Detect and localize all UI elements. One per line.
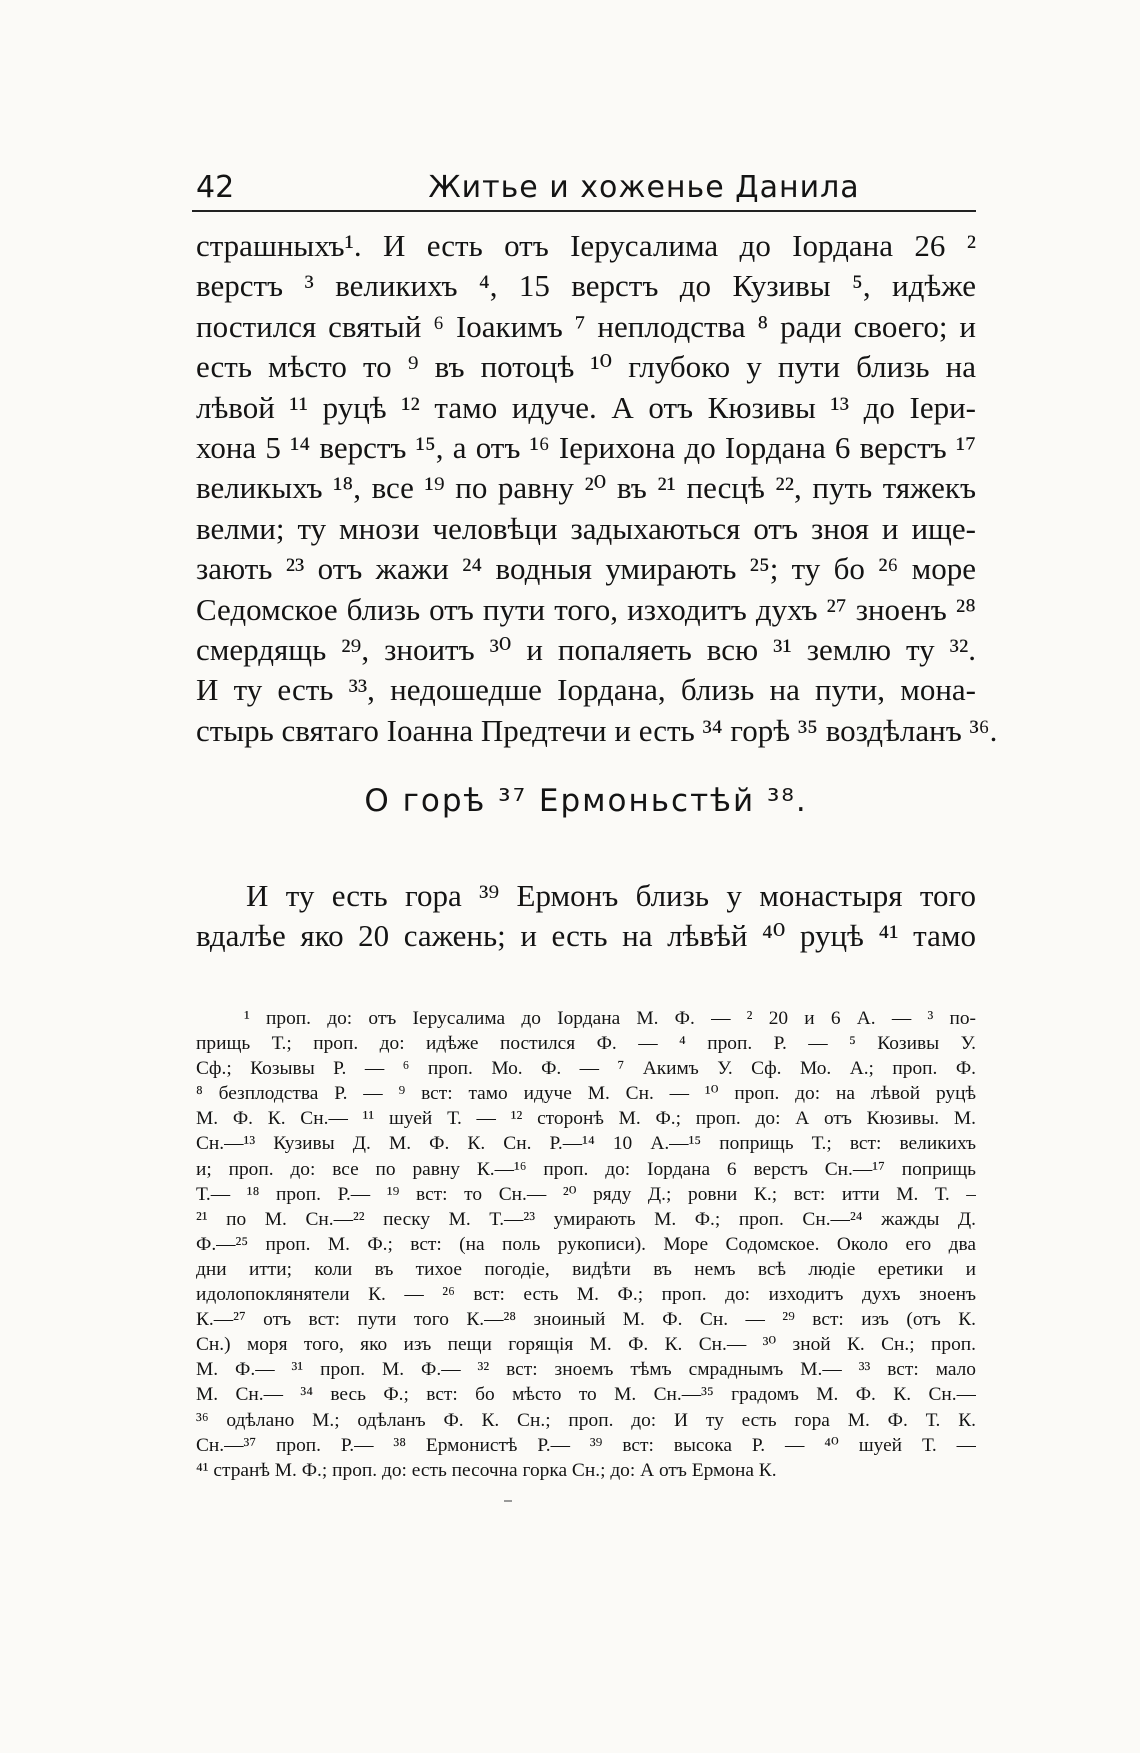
footnote-line: ¹ проп. до: отъ Іерусалима до Іордана М. Ф. — ² 20 и 6 А. — ³ по-	[244, 1008, 976, 1029]
footnote-line: ⁸ безплодства Р. — ⁹ вст: тамо идуче М. Сн. — ¹⁰ проп. до: на лѣвой руцѣ	[196, 1083, 976, 1105]
section-text	[196, 876, 976, 956]
text-line: стырь святаго Іоанна Предтечи и есть ³⁴ горѣ ³⁵ воздѣланъ ³⁶.	[196, 712, 998, 748]
text-line: верстъ ³ великихъ ⁴, 15 верстъ до Кузивы ⁵, идѣже	[196, 268, 976, 304]
page-number: 42	[196, 170, 235, 205]
footnote-line: М. Ф. К. Сн.— ¹¹ шуей Т. — ¹² сторонѣ М. Ф.; проп. до: А отъ Кюзивы. М.	[196, 1108, 976, 1130]
text-line: страшныхъ¹. И есть отъ Іерусалима до Іордана 26 ²	[196, 228, 976, 263]
text-line: смердящь ²⁹, зноитъ ³⁰ и попаляеть всю ³¹ землю ту ³².	[196, 631, 976, 667]
footnote-line: Ф.—²⁵ проп. М. Ф.; вст: (на поль рукописи). Море Содомское. Около его два	[196, 1233, 976, 1255]
footnote-line: Сн.) моря того, яко изъ пещи горящія М. Ф. К. Сн.— ³⁰ зной К. Сн.; проп.	[196, 1334, 976, 1356]
text-line: хона 5 ¹⁴ верстъ ¹⁵, а отъ ¹⁶ Іерихона до Іордана 6 верстъ ¹⁷	[196, 429, 976, 465]
footnote-line: К.—²⁷ отъ вст: пути того К.—²⁸ зноиный М. Ф. Сн. — ²⁹ вст: изъ (отъ К.	[196, 1309, 976, 1331]
text-line: лѣвой ¹¹ руцѣ ¹² тамо идуче. А отъ Кюзивы ¹³ до Іери-	[196, 389, 976, 425]
footnote-line: ²¹ по М. Сн.—²² песку М. Т.—²³ умирають М. Ф.; проп. Сн.—²⁴ жажды Д.	[196, 1208, 976, 1230]
footnote-line: и; проп. до: все по равну К.—¹⁶ проп. до: Іордана 6 верстъ Сн.—¹⁷ поприщь	[196, 1158, 976, 1180]
section-heading: О горѣ ³⁷ Ермоньстѣй ³⁸.	[364, 783, 808, 819]
footnote-line: М. Сн.— ³⁴ весь Ф.; вст: бо мѣсто то М. Сн.—³⁵ градомъ М. Ф. К. Сн.—	[196, 1384, 976, 1406]
page-header	[192, 166, 976, 212]
footnote-line: М. Ф.— ³¹ проп. М. Ф.— ³² вст: зноемъ тѣмъ смраднымъ М.— ³³ вст: мало	[196, 1359, 976, 1381]
text-line: И ту есть гора ³⁹ Ермонъ близь у монастыря того	[246, 878, 976, 913]
footnote-line: Т.— ¹⁸ проп. Р.— ¹⁹ вст: то Сн.— ²⁰ ряду Д.; ровни К.; вст: итти М. Т. –	[196, 1183, 976, 1205]
footnote-line: ⁴¹ странѣ М. Ф.; проп. до: есть песочна горка Сн.; до: А отъ Ермона К.	[196, 1459, 777, 1481]
print-speck	[504, 1500, 512, 1502]
footnote-line: дни итти; коли въ тихое погодіе, видѣти въ немъ всѣ людіе еретики и	[196, 1258, 976, 1280]
footnote-line: прищь Т.; проп. до: идѣже постился Ф. — ⁴ проп. Р. — ⁵ Козивы У.	[196, 1033, 976, 1055]
main-text	[196, 226, 998, 751]
footnote-line: идолопоклянятели К. — ²⁶ вст: есть М. Ф.; проп. до: изходитъ духъ зноенъ	[196, 1284, 976, 1306]
text-line: зають ²³ отъ жажи ²⁴ водныя умирають ²⁵; ту бо ²⁶ море	[196, 551, 976, 587]
text-line: Седомское близь отъ пути того, изходитъ духъ ²⁷ зноенъ ²⁸	[196, 591, 976, 627]
footnote-line: ³⁶ одѣлано М.; одѣланъ Ф. К. Сн.; проп. до: И ту есть гора М. Ф. Т. К.	[196, 1409, 976, 1431]
footnote-line: Сн.—¹³ Кузивы Д. М. Ф. К. Сн. Р.—¹⁴ 10 А.—¹⁵ поприщь Т.; вст: великихъ	[196, 1133, 976, 1155]
text-line: есть мѣсто то ⁹ въ потоцѣ ¹⁰ глубоко у пути близь на	[196, 349, 976, 385]
text-line: великыхъ ¹⁸, все ¹⁹ по равну ²⁰ въ ²¹ песцѣ ²², путь тяжекъ	[196, 470, 976, 506]
footnote-line: Сф.; Козывы Р. — ⁶ проп. Мо. Ф. — ⁷ Акимъ У. Сф. Мо. А.; проп. Ф.	[196, 1058, 976, 1080]
text-line: постился святый ⁶ Іоакимъ ⁷ неплодства ⁸ ради своего; и	[196, 308, 976, 344]
footnotes	[196, 1006, 976, 1483]
footnote-line: Сн.—³⁷ проп. Р.— ³⁸ Ермонистѣ Р.— ³⁹ вст: высока Р. — ⁴⁰ шуей Т. —	[196, 1434, 976, 1456]
text-line: вдалѣе яко 20 сажень; и есть на лѣвѣй ⁴⁰ руцѣ ⁴¹ тамо	[196, 918, 976, 953]
text-line: велми; ту мнози человѣци задыхаються отъ зноя и ище-	[196, 510, 976, 546]
running-title: Житье и хоженье Данила	[428, 170, 860, 205]
text-line: И ту есть ³³, недошедше Іордана, близь на пути, мона-	[196, 672, 976, 708]
